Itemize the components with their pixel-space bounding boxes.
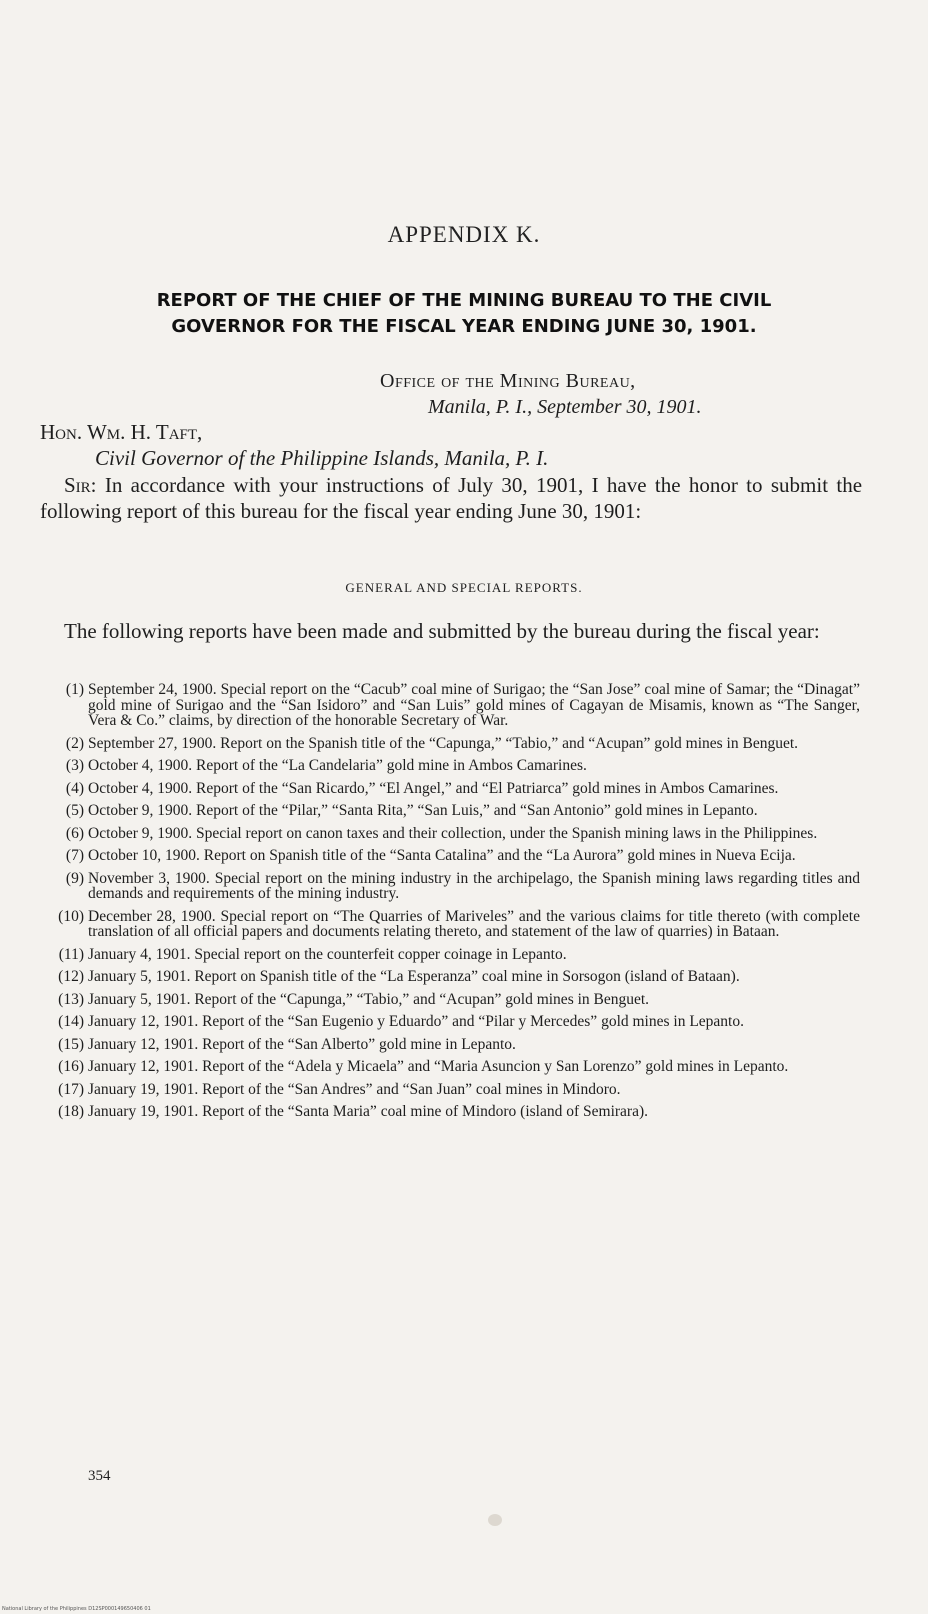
report-entry-text: September 24, 1900. Special report on the “Cacub” coal mine of Surigao; the “San Jose” coal mine of Samar; the “Dinagat” gold mine of Surigao and the “San Isidoro” and “San Luis” gold mines of Cagayan de Misamis, known as “The Sanger, Vera & Co.” claims, by direction of the honorable Secretary of War. [88, 681, 860, 729]
report-entry-number: (17) [58, 1080, 84, 1098]
report-entry-text: January 12, 1901. Report of the “San Eugenio y Eduardo” and “Pilar y Mercedes” gold mines in Lepanto. [88, 1013, 744, 1030]
report-entry [30, 909, 860, 940]
report-entry-text: January 19, 1901. Report of the “Santa Maria” coal mine of Mindoro (island of Semirara). [88, 1103, 648, 1120]
page-number: 354 [88, 1468, 111, 1484]
report-entry-number: (7) [65, 847, 84, 864]
report-entry-number: (2) [65, 734, 84, 752]
report-entry-text: January 12, 1901. Report of the “San Alberto” gold mine in Lepanto. [88, 1035, 516, 1053]
appendix-heading: APPENDIX K. [387, 222, 541, 247]
report-entry [30, 1104, 860, 1120]
letter-body [40, 472, 862, 524]
addressee-title: Civil Governor of the Philippine Islands, Manila, P. I. [95, 446, 549, 470]
report-entry-number: (1) [65, 681, 84, 698]
report-entry-number: (9) [65, 869, 84, 887]
report-entry [30, 1082, 860, 1098]
report-entry-text: October 10, 1900. Report on Spanish title of the “Santa Catalina” and the “La Aurora” gold mines in Nueva Ecija. [88, 847, 796, 864]
report-entry-text: January 5, 1901. Report on Spanish title of the “La Esperanza” coal mine in Sorsogon (island of Bataan). [88, 968, 740, 985]
report-entry-number: (6) [65, 824, 84, 842]
report-entry-number: (11) [58, 945, 84, 963]
report-entry [30, 1037, 860, 1053]
addressee: Hon. Wm. H. Taft, [40, 420, 203, 444]
report-entry [30, 826, 860, 842]
report-entry-number: (5) [65, 802, 84, 819]
report-title-line-1: REPORT OF THE CHIEF OF THE MINING BUREAU TO THE CIVIL [156, 290, 772, 311]
report-entry-text: September 27, 1900. Report on the Spanish title of the “Capunga,” “Tabio,” and “Acupan” gold mines in Benguet. [88, 734, 799, 752]
report-entry [30, 947, 860, 963]
report-entry-text: October 9, 1900. Report of the “Pilar,” “Santa Rita,” “San Luis,” and “San Antonio” gold mines in Lepanto. [88, 802, 758, 819]
report-list [30, 682, 860, 1127]
report-entry [30, 1059, 860, 1075]
report-entry-number: (15) [58, 1035, 84, 1053]
office-date: Manila, P. I., September 30, 1901. [428, 396, 702, 418]
report-entry-text: January 19, 1901. Report of the “San Andres” and “San Juan” coal mines in Mindoro. [88, 1080, 621, 1098]
library-footer: National Library of the Philippines D12SP000149650406 01 [2, 1606, 151, 1612]
report-entry [30, 803, 860, 819]
report-entry-number: (12) [58, 968, 84, 985]
report-entry-text: October 4, 1900. Report of the “La Candelaria” gold mine in Ambos Camarines. [88, 757, 587, 774]
report-entry-text: December 28, 1900. Special report on “The Quarries of Mariveles” and the various claims for title thereto (with complete translation of all official papers and documents relating thereto, and statement of the law of quarries) in Bataan. [88, 907, 860, 940]
report-title-line-2: GOVERNOR FOR THE FISCAL YEAR ENDING JUNE 30, 1901. [171, 316, 757, 337]
report-entry [30, 736, 860, 752]
office-line: Office of the Mining Bureau, [380, 370, 636, 392]
report-entry [30, 1014, 860, 1030]
report-entry [30, 871, 860, 902]
report-entry [30, 848, 860, 864]
intro-paragraph: The following reports have been made and submitted by the bureau during the fiscal year: [64, 619, 820, 643]
report-entry-number: (3) [65, 757, 84, 774]
section-heading: GENERAL AND SPECIAL REPORTS. [345, 580, 583, 595]
report-title [30, 288, 898, 340]
report-entry-text: October 9, 1900. Special report on canon taxes and their collection, under the Spanish mining laws in the Philippines. [88, 824, 818, 842]
report-entry-number: (13) [58, 990, 84, 1008]
report-entry [30, 758, 860, 774]
salutation: Sir: [64, 473, 97, 497]
ink-smudge [488, 1514, 502, 1526]
letter-text: In accordance with your instructions of July 30, 1901, I have the honor to submit the following report of this bureau for the fiscal year ending June 30, 1901: [40, 473, 863, 523]
report-entry-number: (10) [58, 907, 84, 925]
report-entry-number: (16) [58, 1058, 84, 1075]
report-entry-text: January 4, 1901. Special report on the counterfeit copper coinage in Lepanto. [88, 945, 567, 963]
report-entry-text: October 4, 1900. Report of the “San Ricardo,” “El Angel,” and “El Patriarca” gold mines in Ambos Camarines. [88, 779, 779, 797]
report-entry [30, 682, 860, 729]
report-entry [30, 992, 860, 1008]
report-entry-number: (14) [58, 1013, 84, 1030]
report-entry [30, 969, 860, 985]
report-entry [30, 781, 860, 797]
report-entry-number: (18) [58, 1103, 84, 1120]
report-entry-number: (4) [65, 779, 84, 797]
report-entry-text: November 3, 1900. Special report on the mining industry in the archipelago, the Spanish mining laws regarding titles and demands and requirements of the mining industry. [88, 869, 860, 902]
report-entry-text: January 12, 1901. Report of the “Adela y Micaela” and “Maria Asuncion y San Lorenzo” gold mines in Lepanto. [88, 1058, 789, 1075]
report-entry-text: January 5, 1901. Report of the “Capunga,” “Tabio,” and “Acupan” gold mines in Benguet. [88, 990, 650, 1008]
